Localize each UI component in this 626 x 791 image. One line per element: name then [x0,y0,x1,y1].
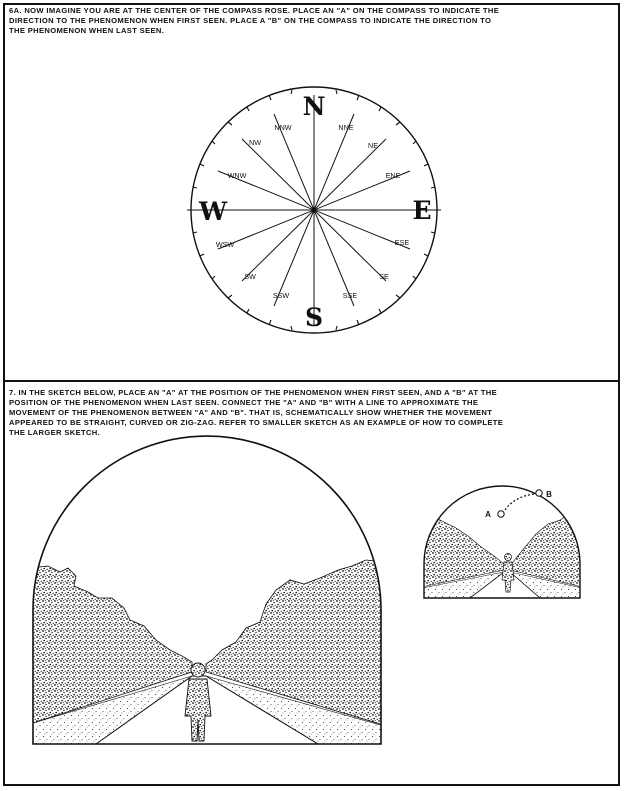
compass-north-label: N [302,92,326,121]
example-label-a: A [485,510,491,519]
compass-label-nne: NNE [338,123,354,132]
compass-label-ese: ESE [394,238,410,247]
large-sketch[interactable] [30,436,384,744]
compass-label-wnw: WNW [227,171,247,180]
compass-label-sse: SSE [342,291,358,300]
example-sketch [422,486,582,598]
compass-label-nw: NW [249,138,261,147]
compass-label-nnw: NNW [274,123,292,132]
example-sketch-trajectory [485,490,552,519]
compass-east-label: E [412,196,432,225]
compass-label-ssw: SSW [272,291,290,300]
example-point-b-marker [536,490,542,496]
instruction-7: 7. IN THE SKETCH BELOW, PLACE AN "A" AT THE POSITION OF THE PHENOMENON WHEN FIRST SEEN, AND A "B" AT THE POSITION OF THE PHENOMENON WHEN LAST SEEN. CONNECT THE "A" AND "B" WITH A LINE TO APPROXIMATE THE MOVEMENT OF THE PHENOMENON BETWEEN "A" AND "B". THAT IS, SCHEMATICALLY SHOW WHETHER THE MOVEMENT APPEARED TO BE STRAIGHT, CURVED OR ZIG-ZAG. REFER TO SMALLER SKETCH AS AN EXAMPLE OF HOW TO COMPLETE THE LARGER SKETCH. [9,388,504,437]
compass-south-label: S [304,303,324,332]
example-point-a-marker [498,511,504,517]
instruction-6a: 6A. NOW IMAGINE YOU ARE AT THE CENTER OF THE COMPASS ROSE. PLACE AN "A" ON THE COMPASS TO INDICATE THE DIRECTION TO THE PHENOMENON WHEN FIRST SEEN. PLACE A "B" ON THE COMPASS TO INDICATE THE DIRECTION TO THE PHENOMENON WHEN LAST SEEN. [9,6,500,35]
compass-label-ene: ENE [385,171,401,180]
example-label-b: B [546,490,552,499]
compass-label-wsw: WSW [215,240,235,249]
compass-rose [187,87,441,333]
example-trajectory-line [505,494,535,510]
compass-label-se: SE [379,272,389,281]
compass-center [312,208,317,213]
compass-label-ne: NE [368,141,378,150]
compass-label-sw: SW [244,272,256,281]
compass-west-label: W [198,197,228,226]
